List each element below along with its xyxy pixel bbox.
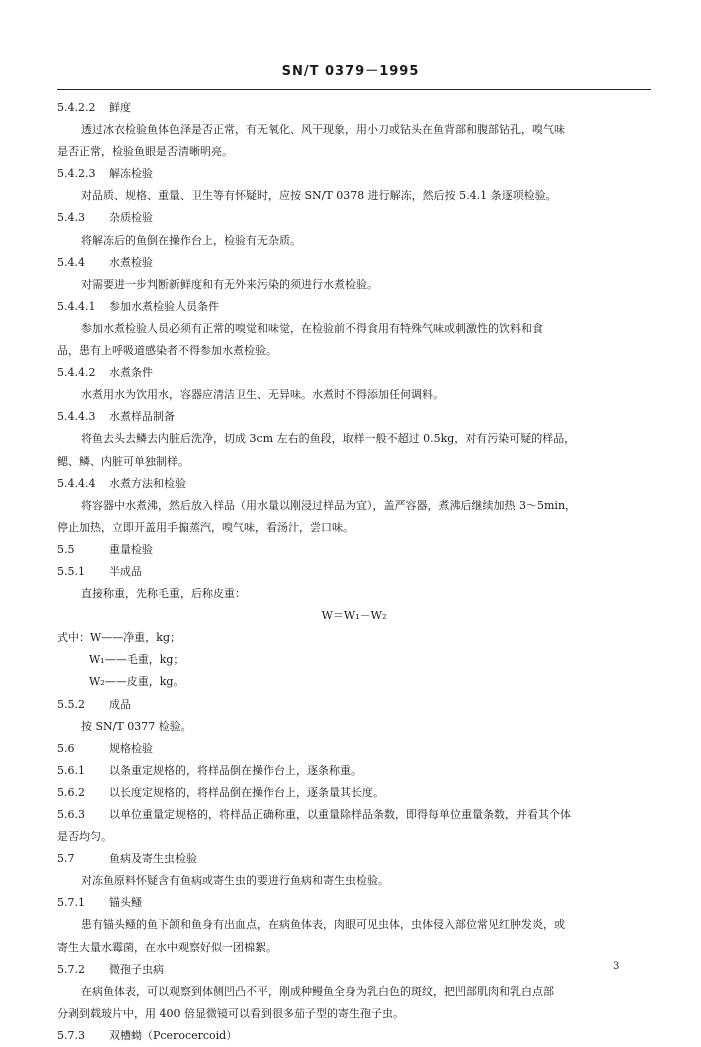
text-line: 品，患有上呼吸道感染者不得参加水煮检验。: [57, 344, 277, 358]
text-line: 是否均匀。: [57, 830, 112, 844]
section-title: 双槽蚴（Pcerocercoid）: [109, 1028, 238, 1042]
section-number: 5.4.4.1: [57, 299, 96, 313]
section-title: 水煮检验: [109, 255, 153, 269]
section-title: 微孢子虫病: [109, 962, 164, 976]
text-line: 对品质、规格、重量、卫生等有怀疑时，应按 SN/T 0378 进行解冻，然后按 5.4.1 条逐项检验。: [81, 189, 557, 203]
section-title: 半成品: [109, 564, 142, 578]
text-line: 分剥到载玻片中，用 400 倍显微镜可以看到很多茄子型的寄生孢子虫。: [57, 1006, 404, 1020]
text-line: 参加水煮检验人员必须有正常的嗅觉和味觉，在检验前不得食用有特殊气味或刺激性的饮料和食: [81, 321, 543, 335]
section-number: 5.7.2: [57, 962, 85, 976]
section-heading: [57, 163, 651, 185]
text-line: 将容器中水煮沸，然后放入样品（用水量以刚浸过样品为宜），盖严容器，煮沸后继续加热 3～5min，: [81, 498, 577, 512]
section-number: 5.4.4.4: [57, 476, 96, 490]
section-number: 5.6.3: [57, 808, 85, 821]
section-number: 5.6: [57, 741, 75, 755]
section-title: 水煮方法和检验: [109, 476, 186, 490]
section-title: 解冻检验: [109, 167, 153, 181]
document-body: [57, 97, 651, 1047]
section-heading: [57, 804, 651, 826]
section-number: 5.7.3: [57, 1028, 85, 1042]
section-heading: [57, 1025, 651, 1047]
header-rule: [57, 89, 651, 90]
text-line: W₁——毛重，kg；: [89, 653, 185, 667]
section-heading: [57, 296, 651, 318]
page-header: SN/T 0379－1995: [281, 64, 420, 79]
section-title: 参加水煮检验人员条件: [109, 299, 219, 313]
section-title: 重量检验: [109, 542, 153, 556]
text-line: 直接称重，先称毛重，后称皮重：: [81, 587, 246, 601]
text-line: 式中：W——净重，kg；: [57, 631, 182, 645]
section-title: 水煮条件: [109, 366, 153, 380]
section-heading: [57, 848, 651, 870]
section-number: 5.7.1: [57, 896, 85, 910]
section-title: 杂质检验: [109, 211, 153, 225]
text-line: 在病鱼体表，可以观察到体侧凹凸不平，刚成种鳗鱼全身为乳白色的斑纹，把凹部肌肉和乳白点部: [81, 984, 554, 998]
text-line: 停止加热，立即开盖用手搧蒸汽，嗅气味，看汤汁，尝口味。: [57, 520, 354, 534]
section-number: 5.4.2.2: [57, 101, 96, 114]
section-number: 5.4.3: [57, 211, 85, 225]
page-number: 3: [613, 961, 620, 972]
section-heading: [57, 738, 651, 760]
section-heading: [57, 694, 651, 716]
section-title: 成品: [109, 697, 131, 711]
section-heading: [57, 406, 651, 428]
formula-line: W＝W₁－W₂: [321, 609, 387, 623]
text-line: 将解冻后的鱼倒在操作台上，检验有无杂质。: [81, 233, 301, 247]
text-line: 透过冰衣检验鱼体色泽是否正常，有无氧化、风干现象，用小刀或钻头在鱼背部和腹部钻孔，嗅气味: [81, 123, 565, 137]
text-line: 将鱼去头去鳞去内脏后洗净，切成 3cm 左右的鱼段，取样一般不超过 0.5kg，对有污染可疑的样品，: [81, 432, 576, 446]
text-line: 对冻鱼原料怀疑含有鱼病或寄生虫的要进行鱼病和寄生虫检验。: [81, 874, 389, 888]
text-line: 鳃、鳞、内脏可单独制样。: [57, 454, 189, 468]
section-heading: [57, 892, 651, 914]
text-line: 对需要进一步判断新鲜度和有无外来污染的须进行水煮检验。: [81, 277, 378, 291]
section-title: 锚头鳋: [109, 896, 142, 910]
section-title: 鲜度: [109, 101, 131, 114]
section-heading: [57, 252, 651, 274]
text-line: W₂——皮重，kg。: [89, 675, 185, 689]
section-heading: [57, 539, 651, 561]
section-heading: [57, 760, 651, 782]
section-heading: [57, 959, 651, 981]
section-number: 5.7: [57, 852, 75, 866]
section-number: 5.6.1: [57, 763, 85, 777]
text-line: 按 SN/T 0377 检验。: [81, 719, 192, 733]
section-number: 5.5.2: [57, 697, 85, 711]
text-line: 患有锚头鳋的鱼下颌和鱼身有出血点，在病鱼体表，肉眼可见虫体，虫体侵入部位常见红肿发炎，或: [81, 918, 565, 932]
section-heading: [57, 561, 651, 583]
text-line: 水煮用水为饮用水，容器应清洁卫生、无异味。水煮时不得添加任何调料。: [81, 388, 444, 402]
section-heading: [57, 207, 651, 229]
section-title: 规格检验: [109, 741, 153, 755]
section-title: 鱼病及寄生虫检验: [109, 852, 197, 866]
section-number: 5.4.4: [57, 255, 85, 269]
section-number: 5.5.1: [57, 564, 85, 578]
text-line: 寄生大量水霉菌，在水中观察好似一团棉絮。: [57, 940, 277, 954]
section-title: 以长度定规格的，将样品倒在操作台上，逐条量其长度。: [109, 785, 384, 799]
section-heading: [57, 97, 651, 119]
section-title: 以条重定规格的，将样品倒在操作台上，逐条称重。: [109, 763, 362, 777]
section-number: 5.4.4.3: [57, 410, 96, 424]
section-title: 以单位重量定规格的，将样品正确称重，以重量除样品条数，即得每单位重量条数，并看其个体: [109, 808, 571, 821]
section-number: 5.4.4.2: [57, 366, 96, 380]
section-heading: [57, 362, 651, 384]
section-number: 5.4.2.3: [57, 167, 96, 181]
section-title: 水煮样品制备: [109, 410, 175, 424]
section-heading: [57, 782, 651, 804]
section-number: 5.5: [57, 542, 75, 556]
section-number: 5.6.2: [57, 785, 85, 799]
section-heading: [57, 473, 651, 495]
text-line: 是否正常，检验鱼眼是否清晰明亮。: [57, 145, 233, 159]
